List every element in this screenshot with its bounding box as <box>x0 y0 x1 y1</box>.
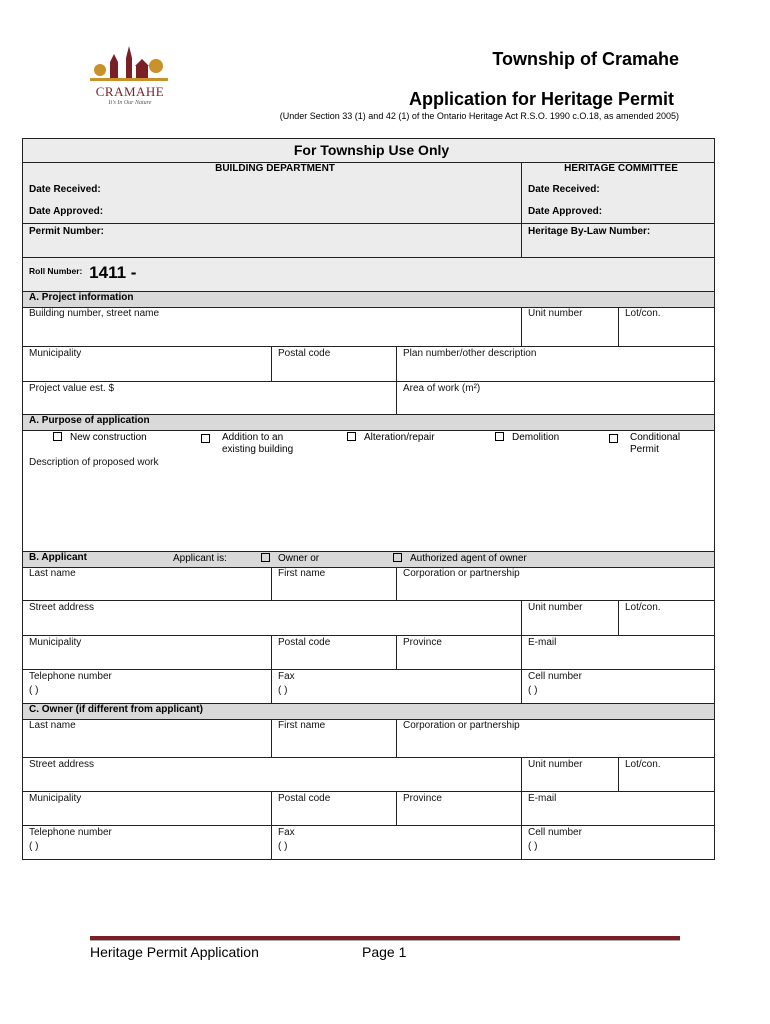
legal-note: (Under Section 33 (1) and 42 (1) of the Ontario Heritage Act R.S.O. 1990 c.O.18, as amended 2005) <box>279 111 679 121</box>
option-demolition[interactable]: Demolition <box>495 432 559 444</box>
owner-province-field[interactable]: Province <box>397 792 522 826</box>
logo-tagline: It's In Our Nature <box>108 100 152 106</box>
owner-fax-field[interactable]: Fax ( ) <box>272 826 522 860</box>
owner-street-field[interactable]: Street address <box>23 758 522 792</box>
roll-number-field[interactable] <box>23 258 715 292</box>
bylaw-number-field[interactable]: Heritage By-Law Number: <box>522 224 715 258</box>
footer-document-name: Heritage Permit Application <box>90 944 259 960</box>
description-field[interactable]: Description of proposed work <box>23 457 715 552</box>
owner-first-name-field[interactable]: First name <box>272 720 397 758</box>
owner-postal-field[interactable]: Postal code <box>272 792 397 826</box>
applicant-lot-field[interactable]: Lot/con. <box>619 601 715 636</box>
bd-date-approved[interactable]: Date Approved: <box>23 202 522 224</box>
building-dept-header: BUILDING DEPARTMENT <box>23 163 522 180</box>
checkbox-icon[interactable] <box>609 434 618 443</box>
township-logo <box>86 44 172 108</box>
applicant-owner-option[interactable]: Owner or <box>261 553 319 565</box>
bd-date-received[interactable]: Date Received: <box>23 180 522 202</box>
applicant-postal-field[interactable]: Postal code <box>272 636 397 670</box>
roll-number-value: 1411 - <box>89 263 137 282</box>
footer-rule-shadow <box>90 940 680 941</box>
applicant-last-name-field[interactable]: Last name <box>23 568 272 601</box>
hc-date-approved[interactable]: Date Approved: <box>522 202 715 224</box>
section-project-title: A. Project information <box>23 292 715 308</box>
applicant-email-field[interactable]: E-mail <box>522 636 715 670</box>
applicant-province-field[interactable]: Province <box>397 636 522 670</box>
project-plan-field[interactable]: Plan number/other description <box>397 347 715 382</box>
option-alteration[interactable]: Alteration/repair <box>347 432 435 444</box>
applicant-municipality-field[interactable]: Municipality <box>23 636 272 670</box>
hc-date-received[interactable]: Date Received: <box>522 180 715 202</box>
applicant-unit-field[interactable]: Unit number <box>522 601 619 636</box>
applicant-cell-field[interactable]: Cell number ( ) <box>522 670 715 704</box>
area-code: ( ) <box>29 685 39 696</box>
checkbox-icon[interactable] <box>495 432 504 441</box>
checkbox-icon[interactable] <box>261 553 270 562</box>
project-lot-field[interactable]: Lot/con. <box>619 308 715 347</box>
applicant-is-label: Applicant is: <box>173 553 227 564</box>
area-code: ( ) <box>29 841 39 852</box>
applicant-fax-field[interactable]: Fax ( ) <box>272 670 522 704</box>
project-street-field[interactable]: Building number, street name <box>23 308 522 347</box>
option-conditional-permit[interactable]: Conditional Permit <box>609 432 709 456</box>
owner-municipality-field[interactable]: Municipality <box>23 792 272 826</box>
applicant-agent-option[interactable]: Authorized agent of owner <box>393 553 527 565</box>
owner-phone-field[interactable]: Telephone number ( ) <box>23 826 272 860</box>
owner-cell-field[interactable]: Cell number ( ) <box>522 826 715 860</box>
project-unit-field[interactable]: Unit number <box>522 308 619 347</box>
footer-page-number: Page 1 <box>362 944 407 960</box>
permit-number-field[interactable]: Permit Number: <box>23 224 522 258</box>
applicant-first-name-field[interactable]: First name <box>272 568 397 601</box>
applicant-street-field[interactable]: Street address <box>23 601 522 636</box>
section-owner-title: C. Owner (if different from applicant) <box>23 704 715 720</box>
area-code: ( ) <box>528 841 538 852</box>
checkbox-icon[interactable] <box>53 432 62 441</box>
purpose-options <box>23 431 715 457</box>
owner-unit-field[interactable]: Unit number <box>522 758 619 792</box>
project-postal-field[interactable]: Postal code <box>272 347 397 382</box>
area-code: ( ) <box>278 685 288 696</box>
page-title: Township of Cramahe <box>492 49 679 69</box>
section-purpose-title: A. Purpose of application <box>23 415 715 431</box>
application-form <box>22 138 715 860</box>
section-applicant-title: B. Applicant Applicant is: Owner or Authorized agent of owner <box>23 552 715 568</box>
area-code: ( ) <box>528 685 538 696</box>
area-code: ( ) <box>278 841 288 852</box>
heritage-committee-header: HERITAGE COMMITTEE <box>522 163 715 180</box>
form-title: Application for Heritage Permit <box>408 89 674 109</box>
office-use-title: For Township Use Only <box>23 139 715 163</box>
project-municipality-field[interactable]: Municipality <box>23 347 272 382</box>
option-addition[interactable]: Addition to an existing building <box>201 432 311 456</box>
option-new-construction[interactable]: New construction <box>53 432 147 444</box>
applicant-corporation-field[interactable]: Corporation or partnership <box>397 568 715 601</box>
project-area-field[interactable]: Area of work (m²) <box>397 382 715 415</box>
checkbox-icon[interactable] <box>201 434 210 443</box>
owner-corporation-field[interactable]: Corporation or partnership <box>397 720 715 758</box>
logo-brand: CRAMAHE <box>95 84 165 99</box>
owner-lot-field[interactable]: Lot/con. <box>619 758 715 792</box>
checkbox-icon[interactable] <box>393 553 402 562</box>
roll-number-label: Roll Number: <box>29 266 83 276</box>
project-value-field[interactable]: Project value est. $ <box>23 382 397 415</box>
village-skyline-icon <box>86 44 172 84</box>
checkbox-icon[interactable] <box>347 432 356 441</box>
applicant-phone-field[interactable]: Telephone number ( ) <box>23 670 272 704</box>
owner-email-field[interactable]: E-mail <box>522 792 715 826</box>
owner-last-name-field[interactable]: Last name <box>23 720 272 758</box>
